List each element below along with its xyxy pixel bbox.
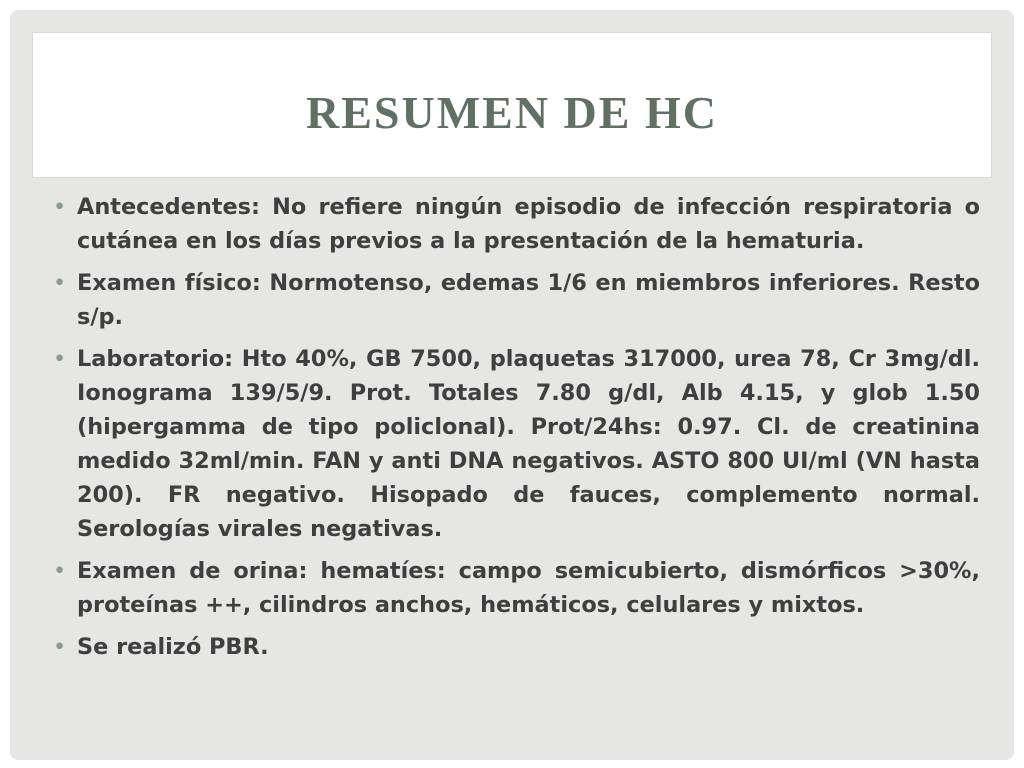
- bullet-text: Se realizó PBR.: [77, 634, 269, 660]
- bullet-icon: •: [53, 634, 67, 660]
- bullet-item-laboratorio: [48, 342, 980, 546]
- slide-title: RESUMEN DE HC: [306, 86, 718, 138]
- bullet-text: Examen físico: Normotenso, edemas 1/6 en miembros inferiores. Resto s/p.: [77, 270, 980, 330]
- slide: [10, 10, 1014, 760]
- bullet-text: Antecedentes: No refiere ningún episodio de infección respiratoria o cutánea en los días previos a la presentación de la hematuria.: [77, 194, 980, 254]
- bullet-item-examen-orina: [48, 554, 980, 622]
- bullet-icon: •: [53, 194, 67, 220]
- bullet-item-antecedentes: [48, 190, 980, 258]
- bullet-icon: •: [53, 558, 67, 584]
- bullet-icon: •: [53, 346, 67, 372]
- bullet-item-pbr: [48, 630, 980, 664]
- bullet-text: Laboratorio: Hto 40%, GB 7500, plaquetas 317000, urea 78, Cr 3mg/dl. Ionograma 139/5/9. Prot. Totales 7.80 g/dl, Alb 4.15, y glob 1.50 (hipergamma de tipo policlonal). Prot/24hs: 0.97. Cl. de creatinina medido 32ml/min. FAN y anti DNA negativos. ASTO 800 UI/ml (VN hasta 200). FR negativo. Hisopado de fauces, complemento normal. Serologías virales negativas.: [77, 346, 980, 542]
- bullet-list: [48, 190, 980, 672]
- bullet-icon: •: [53, 270, 67, 296]
- bullet-text: Examen de orina: hematíes: campo semicubierto, dismórficos >30%, proteínas ++, cilindros anchos, hemáticos, celulares y mixtos.: [77, 558, 980, 618]
- title-box: [32, 32, 992, 178]
- bullet-item-examen-fisico: [48, 266, 980, 334]
